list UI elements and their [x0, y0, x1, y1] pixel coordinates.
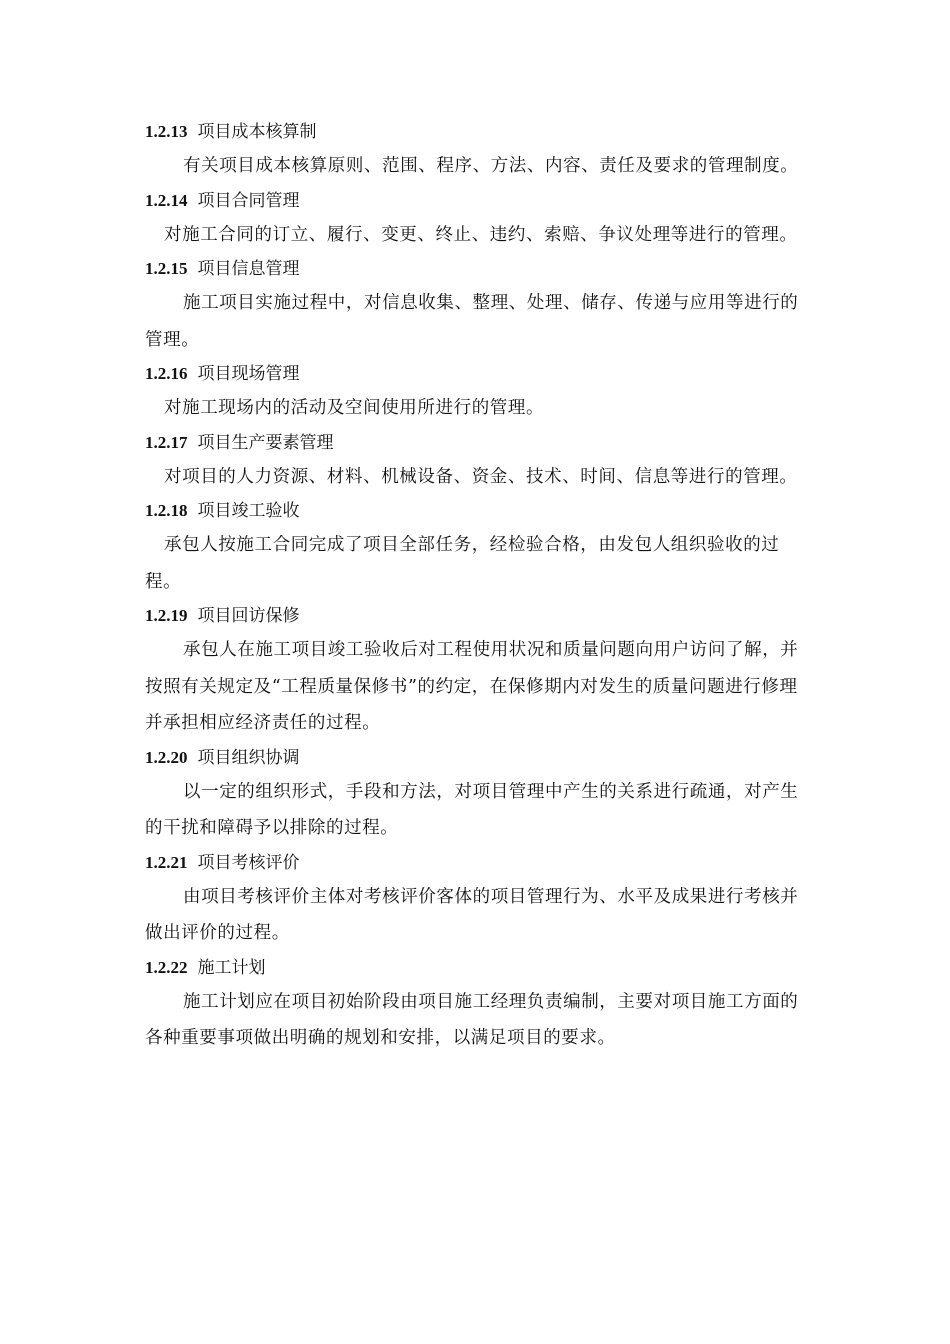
section-body: 施工项目实施过程中，对信息收集、整理、处理、储存、传递与应用等进行的管理。	[145, 293, 799, 350]
section-title: 项目生产要素管理	[197, 432, 334, 453]
section-number: 1.2.20	[145, 747, 188, 767]
section-title: 项目成本核算制	[197, 122, 317, 142]
section-body: 施工计划应在项目初始阶段由项目施工经理负责编制，主要对项目施工方面的各种重要事项做出明确的规划和安排，以满足项目的要求。	[145, 991, 799, 1048]
section-heading	[145, 259, 810, 279]
section-number: 1.2.22	[145, 957, 188, 977]
section-title: 项目合同管理	[197, 190, 300, 211]
section-heading	[145, 958, 810, 978]
section-heading	[145, 122, 810, 142]
section-heading	[145, 191, 810, 211]
section-title: 项目考核评价	[197, 852, 300, 873]
section-body: 承包人按施工合同完成了项目全部任务，经检验合格，由发包人组织验收的过程。	[145, 535, 780, 592]
section-heading	[145, 501, 810, 521]
section-heading	[145, 853, 810, 873]
section-body: 承包人在施工项目竣工验收后对工程使用状况和质量问题向用户访问了解，并按照有关规定及“工程质量保修书”的约定，在保修期内对发生的质量问题进行修理并承担相应经济责任的过程。	[145, 640, 799, 733]
section-heading	[145, 748, 810, 768]
document-page	[145, 122, 810, 1063]
section-body: 对施工合同的订立、履行、变更、终止、违约、索赔、争议处理等进行的管理。	[164, 224, 798, 245]
section-body: 对项目的人力资源、材料、机械设备、资金、技术、时间、信息等进行的管理。	[164, 466, 798, 487]
section-number: 1.2.18	[145, 501, 188, 520]
section-heading	[145, 433, 810, 453]
section-heading	[145, 364, 810, 384]
section-title: 项目信息管理	[197, 259, 300, 279]
section-title: 项目现场管理	[197, 364, 300, 384]
section-body: 对施工现场内的活动及空间使用所进行的管理。	[164, 398, 545, 418]
section-title: 项目回访保修	[197, 606, 300, 626]
section-number: 1.2.17	[145, 432, 188, 452]
section-title: 项目组织协调	[197, 747, 300, 768]
section-title: 施工计划	[197, 957, 266, 978]
section-body: 以一定的组织形式，手段和方法，对项目管理中产生的关系进行疏通，对产生的干扰和障碍予以排除的过程。	[145, 781, 799, 838]
section-number: 1.2.21	[145, 852, 188, 872]
section-title: 项目竣工验收	[197, 501, 300, 521]
section-heading	[145, 606, 810, 626]
section-body: 有关项目成本核算原则、范围、程序、方法、内容、责任及要求的管理制度。	[183, 156, 799, 176]
section-number: 1.2.14	[145, 190, 188, 210]
section-number: 1.2.15	[145, 259, 188, 278]
section-number: 1.2.13	[145, 122, 188, 141]
section-number: 1.2.16	[145, 364, 188, 383]
section-number: 1.2.19	[145, 606, 188, 625]
section-body: 由项目考核评价主体对考核评价客体的项目管理行为、水平及成果进行考核并做出评价的过程。	[145, 886, 799, 943]
